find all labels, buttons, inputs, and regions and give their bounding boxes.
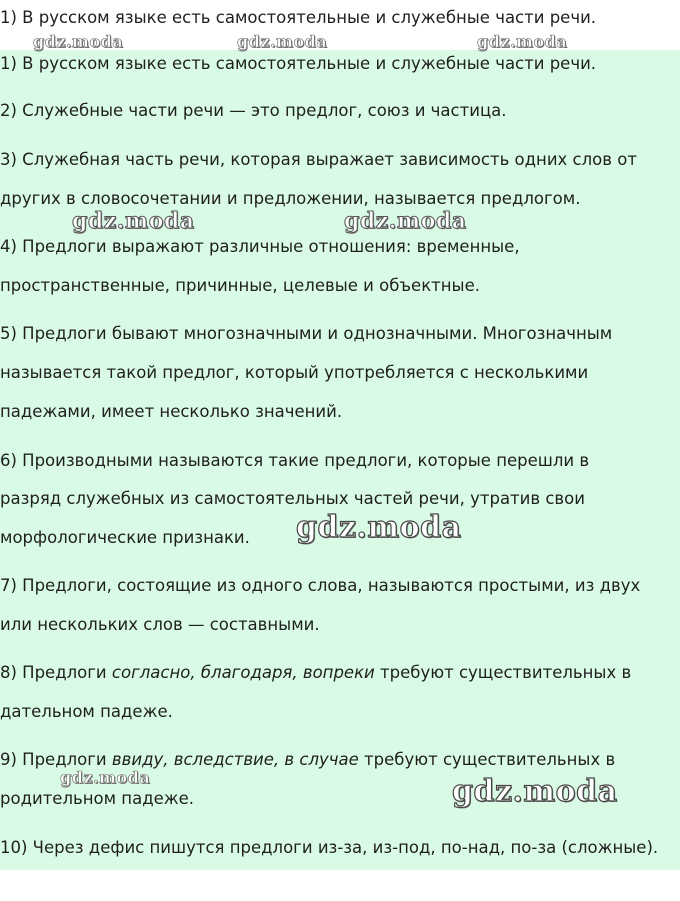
header-line: 1) В русском языке есть самостоятельные и служебные части речи.: [0, 8, 597, 27]
text-line: 4) Предлоги выражают различные отношения: временные,: [0, 237, 520, 256]
text-line: 2) Служебные части речи — это предлог, союз и частица.: [0, 101, 507, 120]
italic-segment: согласно, благодаря, вопреки: [111, 663, 375, 682]
text-line: 1) В русском языке есть самостоятельные и служебные части речи.: [0, 54, 597, 73]
text-segment: 8) Предлоги: [0, 663, 112, 682]
text-line: [0, 662, 631, 684]
text-segment: требуют существительных в: [358, 750, 616, 769]
text-line: разряд служебных из самостоятельных частей речи, утратив свои: [0, 489, 585, 508]
text-line: дательном падеже.: [0, 702, 173, 721]
watermark: gdz.moda: [237, 32, 328, 51]
watermark: gdz.moda: [72, 208, 195, 234]
text-line: других в словосочетании и предложении, называется предлогом.: [0, 189, 581, 208]
text-line: 5) Предлоги бывают многозначными и однозначными. Многозначным: [0, 324, 613, 343]
text-line: морфологические признаки.: [0, 528, 250, 547]
italic-segment: ввиду, вследствие, в случае: [111, 750, 359, 769]
text-line: 7) Предлоги, состоящие из одного слова, называются простыми, из двух: [0, 576, 641, 595]
watermark: gdz.moda: [60, 768, 151, 787]
text-line: родительном падеже.: [0, 789, 195, 808]
text-line: 6) Производными называются такие предлоги, которые перешли в: [0, 451, 590, 470]
text-line: называется такой предлог, который употребляется с несколькими: [0, 363, 589, 382]
text-line: 3) Служебная часть речи, которая выражает зависимость одних слов от: [0, 150, 637, 169]
text-segment: требуют существительных в: [374, 663, 632, 682]
watermark: gdz.moda: [33, 32, 124, 51]
watermark: gdz.moda: [344, 208, 467, 234]
watermark: gdz.moda: [296, 510, 462, 545]
text-line: 10) Через дефис пишутся предлоги из-за, из-под, по-над, по-за (сложные).: [0, 838, 659, 857]
watermark: gdz.moda: [452, 774, 618, 809]
text-line: пространственные, причинные, целевые и объектные.: [0, 276, 480, 295]
text-segment: 9) Предлоги: [0, 750, 112, 769]
text-line: или нескольких слов — составными.: [0, 615, 320, 634]
watermark: gdz.moda: [477, 32, 568, 51]
text-line: падежами, имеет несколько значений.: [0, 402, 343, 421]
